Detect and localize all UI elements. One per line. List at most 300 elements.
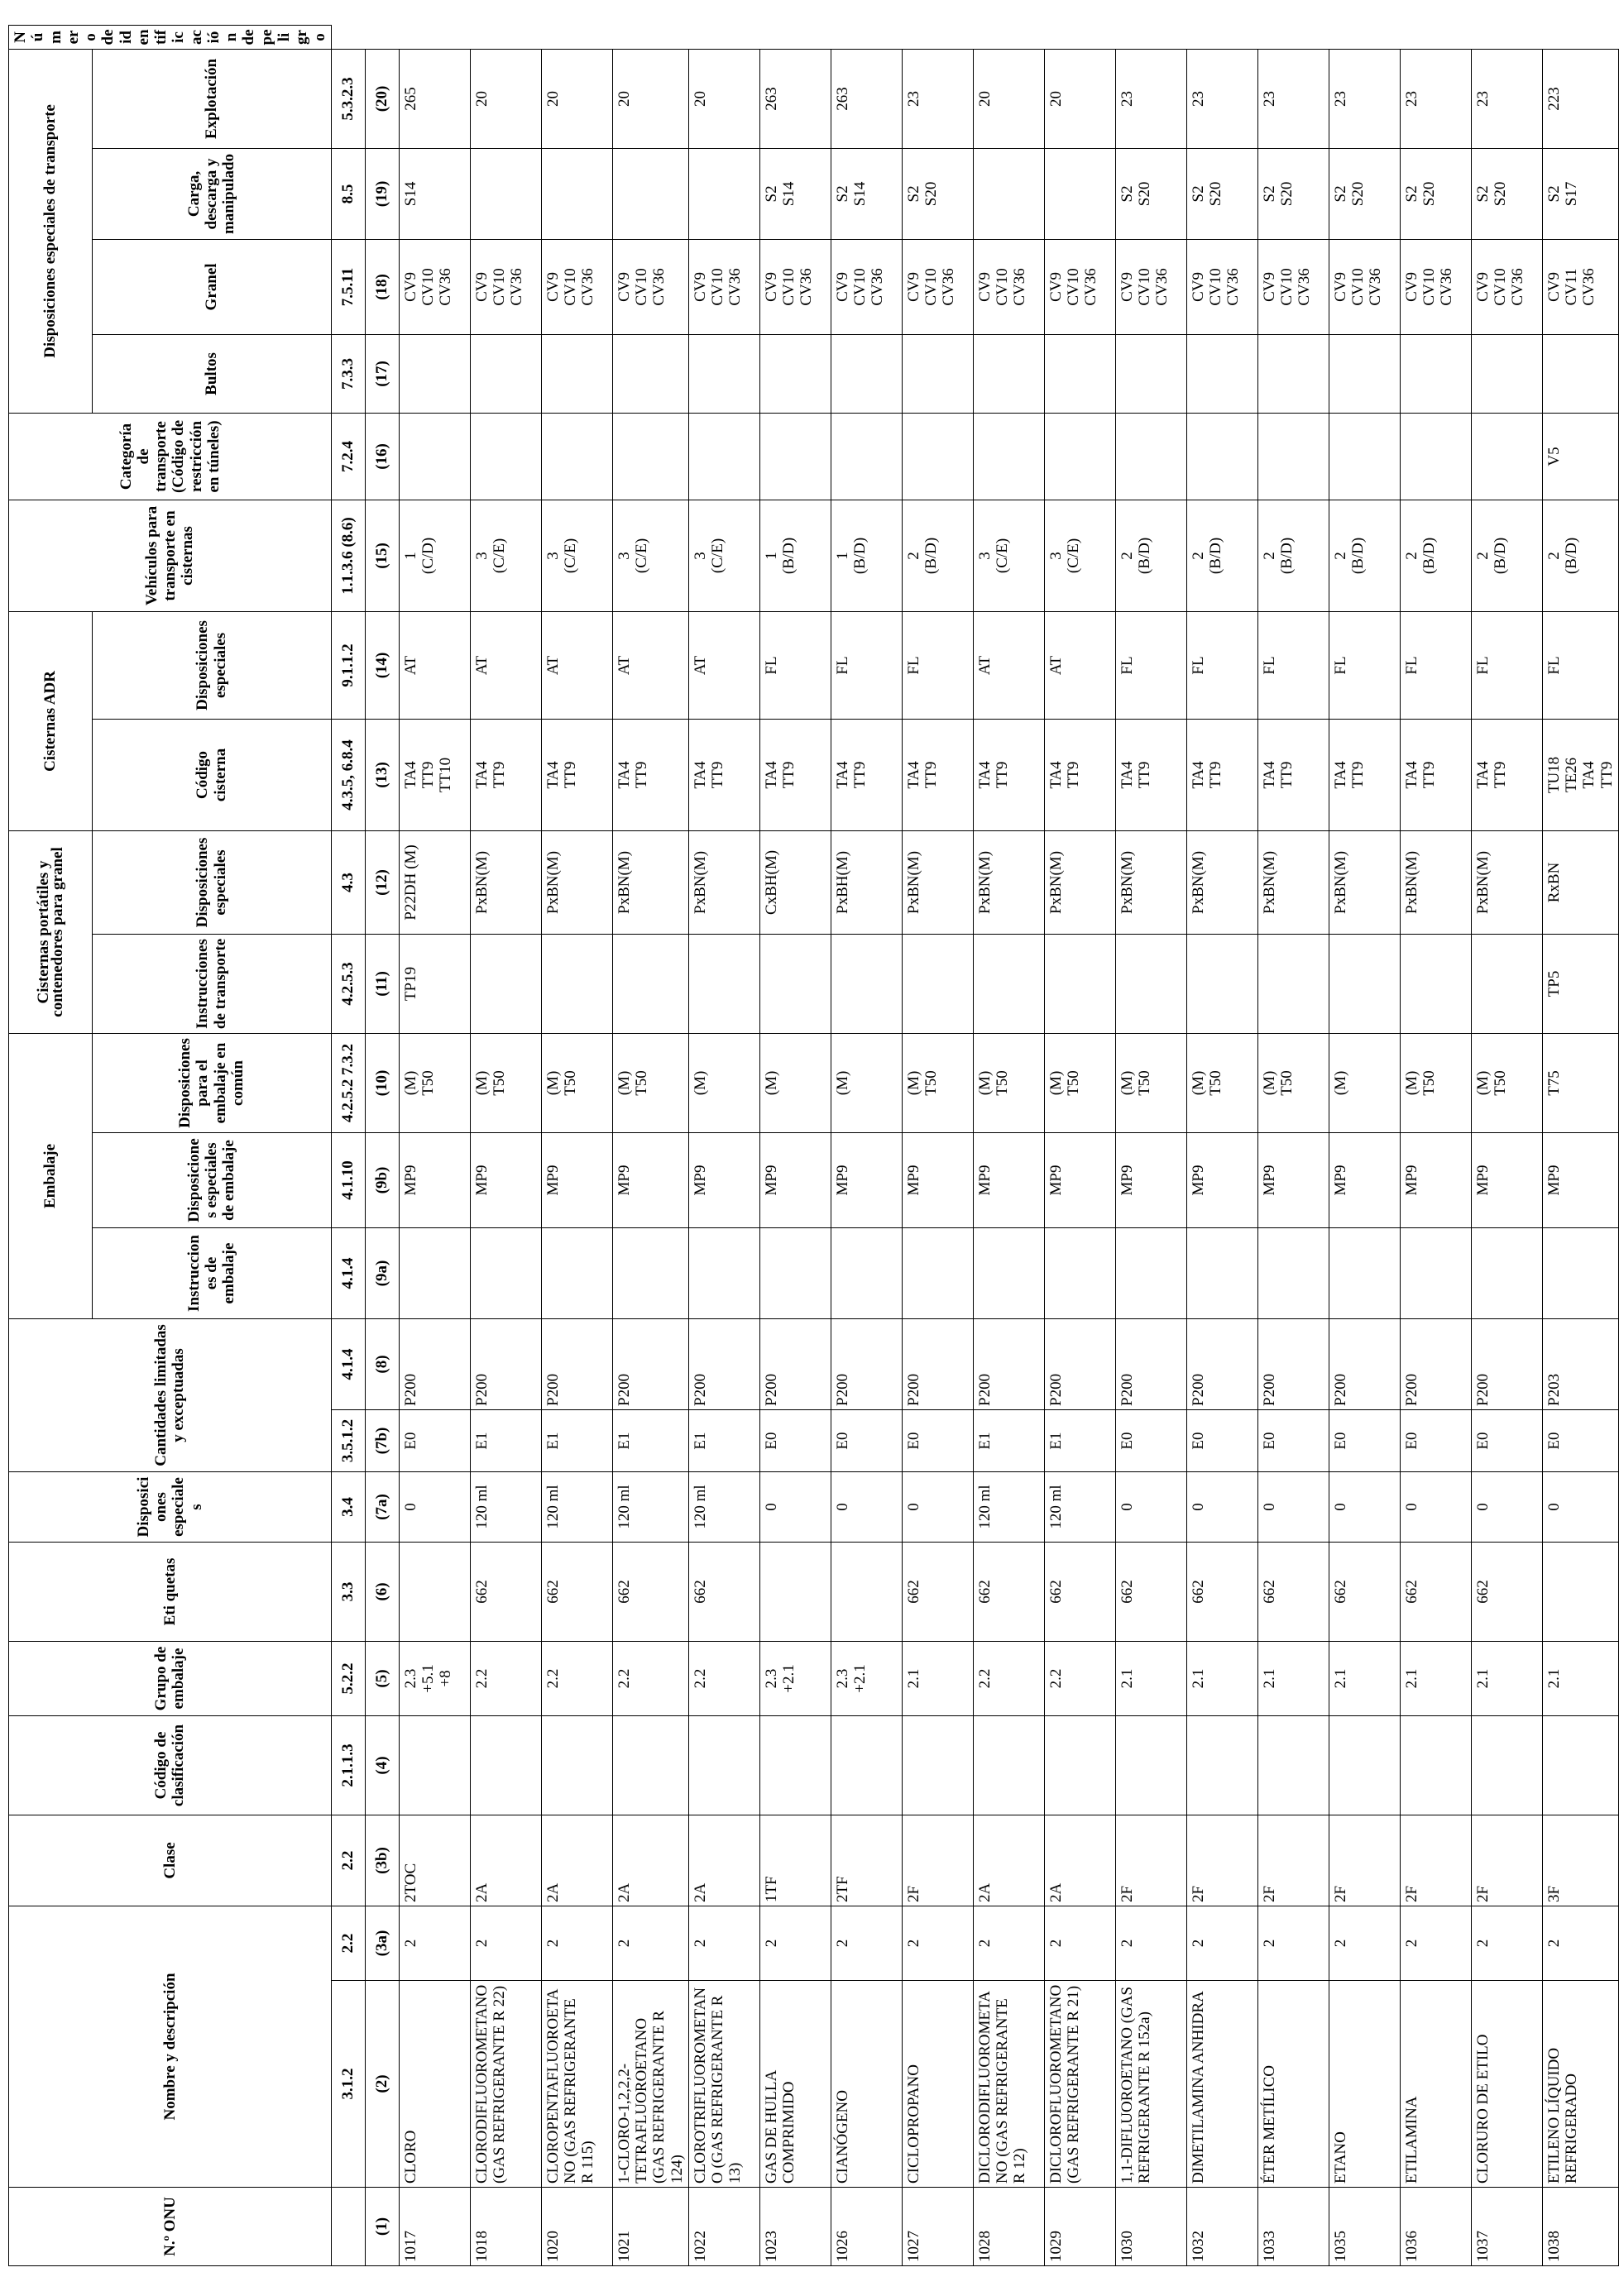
ref-cell: 8.5 [331,148,365,239]
cant-lim-cell: 0 [831,1472,902,1543]
cod-cist-cell: PxBN(M) [1329,830,1400,934]
emb-comun-cell: MP9 [541,1133,612,1228]
categoria-cell-line: (C/E) [491,538,509,574]
etiquetas-cell [1329,1642,1400,1716]
codigo-cell: 2F [1400,1815,1471,1906]
name-cell: 1-CLORO-1,2,2,2-TETRAFLUOROETANO (GAS REFRIGERANTE R 124) [612,1981,688,2188]
cant-lim-cell: 0 [902,1472,973,1543]
carga-cell-line: CV36 [1296,268,1314,306]
carga-cell-line: CV9 [401,272,419,302]
grupo-cell [541,1716,612,1815]
disp-cist-cell-line: TT9 [491,761,509,789]
carga-cell [1115,239,1186,334]
vehiculo-cell: FL [1186,611,1257,719]
disp-cist-cell-line: TT9 [780,761,798,789]
col-header-bultos: Bultos [92,334,331,413]
disp-cp-cell [1400,934,1471,1033]
etiquetas-cell [1542,1642,1618,1716]
carga-cell-line: CV9 [1402,272,1420,302]
emb-comun-cell: MP9 [1186,1133,1257,1228]
disp-cist-cell [1471,719,1542,830]
bultos-cell [688,413,759,500]
name-cell: ETILAMINA [1400,1981,1471,2188]
cod-cist-cell: P22DH (M) [399,830,470,934]
carga-cell [759,239,831,334]
onu-cell: 1029 [1044,2188,1115,2266]
clase-cell: 2 [1542,1906,1618,1981]
disp-emb-cell [759,1228,831,1319]
granel-cell [470,334,541,413]
instr-transp-cell [1257,1033,1329,1132]
cod-cist-cell: PxBN(M) [688,830,759,934]
column-number-cell: (7b) [365,1410,399,1472]
disp-cist-cell-line: TA4 [544,761,562,789]
cod-cist-cell: PxBN(M) [1257,830,1329,934]
etiquetas-cell-line: 2.1 [1331,1668,1349,1689]
etiquetas-cell-line: 2.2 [975,1668,994,1689]
table-row [470,26,541,2266]
explotacion-cell [1471,148,1542,239]
vehiculo-cell: FL [1400,611,1471,719]
disp-cp-cell [470,934,541,1033]
name-cell: CIANÓGENO [831,1981,902,2188]
instr-transp-cell [759,1033,831,1132]
ref-cell: 4.1.4 [331,1319,365,1410]
carga-cell-line: CV9 [1047,272,1065,302]
categoria-cell [831,500,902,611]
cant-exc-cell: E0 [1257,1410,1329,1472]
explotacion-cell-line: S20 [1420,181,1439,207]
carga-cell-line: CV36 [579,268,597,306]
table-row [1329,26,1400,2266]
explotacion-cell-line: S2 [1473,185,1492,203]
disp-cist-cell [1186,719,1257,830]
instr-transp-cell [1329,1033,1400,1132]
col-header-granel: Granel [92,239,331,334]
carga-cell-line: CV9 [615,272,633,302]
group-header-cisternas-adr: Cisternas ADR [9,611,93,830]
disp-cist-cell-line: TA4 [615,761,633,789]
disp-emb-cell [831,1228,902,1319]
onu-cell: 1036 [1400,2188,1471,2266]
vehiculo-cell: AT [1044,611,1115,719]
table-row [1257,26,1329,2266]
disp-cist-cell-line: TT9 [1349,761,1368,789]
etiquetas-cell [1257,1642,1329,1716]
bultos-cell [831,413,902,500]
cant-exc-cell: E0 [1471,1410,1542,1472]
disp-esp-cell: 662 [612,1543,688,1642]
instr-transp-cell [399,1033,470,1132]
codigo-cell: 2TOC [399,1815,470,1906]
ref-cell: 5.2.2 [331,1642,365,1716]
column-number-cell: (3a) [365,1906,399,1981]
cant-exc-cell: E0 [1542,1410,1618,1472]
onu-cell: 1035 [1329,2188,1400,2266]
col-header-codigo: Código de clasificación [9,1716,332,1815]
instr-transp-cell-line: T50 [562,1070,580,1096]
carga-cell-line: CV9 [1331,272,1349,302]
instr-transp-cell-line: (M) [833,1070,851,1096]
grupo-cell [831,1716,902,1815]
codigo-cell: 2F [1471,1815,1542,1906]
granel-cell [1186,334,1257,413]
instr-transp-cell-line: (M) [401,1070,419,1096]
instr-emb-cell: P200 [1186,1319,1257,1410]
disp-esp-cell: 662 [1329,1543,1400,1642]
instr-transp-cell-line: (M) [1047,1070,1065,1096]
etiquetas-cell [399,1642,470,1716]
vehiculo-cell: AT [612,611,688,719]
carga-cell-line: CV10 [922,268,941,306]
disp-emb-cell [1115,1228,1186,1319]
cod-cist-cell: CxBH(M) [759,830,831,934]
disp-cist-cell-line: TA4 [1260,761,1278,789]
carga-cell-line: CV10 [562,268,580,306]
codigo-cell: 2F [1115,1815,1186,1906]
categoria-cell [688,500,759,611]
cant-exc-cell: E1 [1044,1410,1115,1472]
cant-exc-cell: E0 [1186,1410,1257,1472]
clase-cell: 2 [1044,1906,1115,1981]
column-number-cell: (17) [365,334,399,413]
granel-cell [1257,334,1329,413]
emb-comun-cell: MP9 [1329,1133,1400,1228]
categoria-cell-line: 3 [975,552,994,560]
disp-cp-cell [1471,934,1542,1033]
disp-emb-cell [1044,1228,1115,1319]
etiquetas-cell-line: 2.1 [1473,1668,1492,1689]
cod-cist-cell: PxBN(M) [1115,830,1186,934]
explotacion-cell-line: S20 [1136,181,1154,207]
explotacion-cell-line: S20 [922,181,941,207]
emb-comun-cell: MP9 [1400,1133,1471,1228]
disp-cp-cell [688,934,759,1033]
explotacion-cell [1186,148,1257,239]
emb-comun-cell: MP9 [688,1133,759,1228]
disp-cist-cell [1044,719,1115,830]
carga-cell-line: CV36 [437,268,455,306]
name-cell: CLORO [399,1981,470,2188]
carga-cell-line: CV9 [691,272,709,302]
ref-cell: 3.3 [331,1543,365,1642]
peligro-cell: 263 [759,49,831,148]
disp-emb-cell [541,1228,612,1319]
emb-comun-cell: MP9 [1044,1133,1115,1228]
vehiculo-cell: AT [688,611,759,719]
carga-cell-line: CV36 [1011,268,1029,306]
clase-cell: 2 [1257,1906,1329,1981]
ref-cell: 7.3.3 [331,334,365,413]
column-number-cell: (2) [365,1981,399,2188]
explotacion-cell-line: S14 [851,181,869,207]
col-header-categoria: Categoría de transporte (Código de restricción en túneles) [9,413,332,500]
ref-cell: 4.2.5.3 [331,934,365,1033]
explotacion-cell-line: S2 [762,185,780,203]
clase-cell: 2 [973,1906,1044,1981]
codigo-cell: 2A [1044,1815,1115,1906]
disp-cist-cell-line: TT9 [851,761,869,789]
grupo-cell [1400,1716,1471,1815]
bultos-cell [1400,413,1471,500]
bultos-cell [1044,413,1115,500]
instr-transp-cell-line: T50 [1065,1070,1083,1096]
instr-transp-cell [1115,1033,1186,1132]
disp-cist-cell-line: TU18 [1545,756,1563,794]
explotacion-cell [470,148,541,239]
categoria-cell-line: 1 [762,552,780,560]
emb-comun-cell: MP9 [1115,1133,1186,1228]
carga-cell [1044,239,1115,334]
explotacion-cell [688,148,759,239]
codigo-cell: 2A [612,1815,688,1906]
carga-cell-line: CV9 [472,272,491,302]
granel-cell [1115,334,1186,413]
instr-transp-cell-line: (M) [1402,1070,1420,1096]
disp-cist-cell-line: TT9 [1492,761,1510,789]
categoria-cell-line: 2 [1260,552,1278,560]
emb-comun-cell: MP9 [902,1133,973,1228]
granel-cell [1329,334,1400,413]
categoria-cell-line: 2 [1473,552,1492,560]
onu-cell: 1030 [1115,2188,1186,2266]
column-number-cell: (5) [365,1642,399,1716]
disp-esp-cell: 662 [1400,1543,1471,1642]
instr-emb-cell: P200 [973,1319,1044,1410]
name-cell: CLORODIFLUOROMETANO (GAS REFRIGERANTE R 22) [470,1981,541,2188]
onu-cell: 1032 [1186,2188,1257,2266]
categoria-cell-line: (C/D) [419,537,438,575]
peligro-cell: 20 [688,49,759,148]
categoria-cell [1400,500,1471,611]
grupo-cell [1257,1716,1329,1815]
cant-lim-cell: 120 ml [1044,1472,1115,1543]
col-header-disp-emb: Disposiciones especiales de embalaje [92,1133,331,1228]
carga-cell-line: CV36 [798,268,816,306]
categoria-cell [470,500,541,611]
instr-transp-cell-line: (M) [544,1070,562,1096]
carga-cell-line: CV10 [851,268,869,306]
carga-cell-line: CV10 [1420,268,1439,306]
peligro-cell: 265 [399,49,470,148]
vehiculo-cell: FL [1257,611,1329,719]
table-row [1115,26,1186,2266]
carga-cell-line: CV36 [1580,268,1598,306]
disp-cp-cell: TP19 [399,934,470,1033]
ref-cell: 5.3.2.3 [331,49,365,148]
codigo-cell: 2A [973,1815,1044,1906]
col-header-instr-transp: Instrucciones de transporte [92,934,331,1033]
instr-transp-cell [688,1033,759,1132]
cant-exc-cell: E1 [688,1410,759,1472]
categoria-cell [1044,500,1115,611]
instr-emb-cell: P200 [470,1319,541,1410]
carga-cell-line: CV10 [419,268,438,306]
instr-transp-cell-line: (M) [691,1070,709,1096]
categoria-cell-line: (B/D) [922,537,941,575]
table-row [1186,26,1257,2266]
explotacion-cell [902,148,973,239]
clase-cell: 2 [541,1906,612,1981]
codigo-cell: 2A [688,1815,759,1906]
col-header-name: Nombre y descripción [9,1906,332,2188]
carga-cell-line: CV10 [1136,268,1154,306]
carga-cell-line: CV36 [726,268,745,306]
disp-cist-cell-line: TT9 [419,761,438,789]
peligro-cell: 20 [541,49,612,148]
onu-cell: 1027 [902,2188,973,2266]
carga-cell-line: CV36 [940,268,958,306]
instr-emb-cell: P200 [902,1319,973,1410]
disp-cist-cell-line: TT9 [1278,761,1296,789]
disp-cist-cell-line: TT9 [922,761,941,789]
table-row [831,26,902,2266]
disp-cp-cell [1115,934,1186,1033]
disp-cp-cell [612,934,688,1033]
granel-cell [973,334,1044,413]
carga-cell-line: CV36 [508,268,526,306]
disp-cist-cell-line: TA4 [1473,761,1492,789]
disp-cist-cell-line: TA4 [833,761,851,789]
name-cell: CLORURO DE ETILO [1471,1981,1542,2188]
column-number-cell: (13) [365,719,399,830]
instr-transp-cell-line: T50 [1278,1070,1296,1096]
vehiculo-cell: AT [399,611,470,719]
name-cell: ETANO [1329,1981,1400,2188]
categoria-cell-line: 2 [1118,552,1136,560]
categoria-cell-line: (C/E) [709,538,727,574]
bultos-cell [1471,413,1542,500]
disp-cp-cell: TP5 [1542,934,1618,1033]
cod-cist-cell: PxBN(M) [541,830,612,934]
explotacion-cell-line: S17 [1563,181,1581,207]
disp-esp-cell: 662 [1186,1543,1257,1642]
disp-emb-cell [1471,1228,1542,1319]
disp-emb-cell [399,1228,470,1319]
explotacion-cell [973,148,1044,239]
cant-exc-cell: E1 [541,1410,612,1472]
instr-transp-cell-line: (M) [1473,1070,1492,1096]
carga-cell-line: CV10 [633,268,651,306]
vehiculo-cell: FL [1471,611,1542,719]
peligro-cell: 23 [1400,49,1471,148]
disp-cist-cell [1257,719,1329,830]
etiquetas-cell [1115,1642,1186,1716]
carga-cell-line: CV36 [650,268,668,306]
onu-cell: 1023 [759,2188,831,2266]
ref-cell: 7.5.11 [331,239,365,334]
ref-cell: 9.1.1.2 [331,611,365,719]
explotacion-cell [1257,148,1329,239]
column-number-cell: (20) [365,49,399,148]
granel-cell [1400,334,1471,413]
carga-cell [1471,239,1542,334]
disp-cist-cell [541,719,612,830]
carga-cell-line: CV11 [1563,268,1581,306]
carga-cell-line: CV9 [1118,272,1136,302]
disp-cist-cell-line: TE26 [1563,757,1581,793]
cant-lim-cell: 120 ml [470,1472,541,1543]
onu-cell: 1033 [1257,2188,1329,2266]
disp-cist-cell-line: TT9 [1207,761,1225,789]
table-row [612,26,688,2266]
etiquetas-cell-line: 2.1 [904,1668,922,1689]
name-cell: CLOROPENTAFLUOROETANO (GAS REFRIGERANTE R 115) [541,1981,612,2188]
ref-cell: 7.2.4 [331,413,365,500]
ref-cell: 3.1.2 [331,1981,365,2188]
column-number-cell: (14) [365,611,399,719]
disp-esp-cell: 662 [973,1543,1044,1642]
col-header-clase: Clase [9,1815,332,1906]
instr-transp-cell-line: T50 [633,1070,651,1096]
instr-emb-cell: P200 [831,1319,902,1410]
explotacion-cell-line: S2 [833,185,851,203]
col-header-disp-cp: Disposiciones especiales [92,830,331,934]
instr-transp-cell-line: (M) [762,1070,780,1096]
name-cell: ETILENO LÍQUIDO REFRIGERADO [1542,1981,1618,2188]
column-number-cell: (18) [365,239,399,334]
emb-comun-cell: MP9 [973,1133,1044,1228]
categoria-cell-line: 2 [904,552,922,560]
table-row [688,26,759,2266]
vehiculo-cell: FL [1329,611,1400,719]
categoria-cell-line: 2 [1189,552,1207,560]
name-cell: DIMETILAMINA ANHIDRA [1186,1981,1257,2188]
instr-transp-cell-line: T50 [419,1070,438,1096]
bultos-cell [399,413,470,500]
table-row [399,26,470,2266]
bultos-cell [612,413,688,500]
explotacion-cell [1115,148,1186,239]
etiquetas-cell [831,1642,902,1716]
instr-transp-cell-line: (M) [1331,1070,1349,1096]
grupo-cell [1186,1716,1257,1815]
col-header-etiquetas: Eti quetas [9,1543,332,1642]
instr-transp-cell-line: T50 [1492,1070,1510,1096]
disp-esp-cell: 662 [1044,1543,1115,1642]
table-body [399,26,1618,2266]
codigo-cell: 2F [1329,1815,1400,1906]
grupo-cell [1471,1716,1542,1815]
explotacion-cell-line: S2 [1402,185,1420,203]
categoria-cell-line: 2 [1331,552,1349,560]
instr-emb-cell: P200 [688,1319,759,1410]
categoria-cell-line: 2 [1402,552,1420,560]
disp-emb-cell [470,1228,541,1319]
etiquetas-cell-line: 2.3 [401,1668,419,1689]
granel-cell [612,334,688,413]
carga-cell-line: CV36 [1367,268,1385,306]
categoria-cell-line: 3 [544,552,562,560]
column-number-cell: (7a) [365,1472,399,1543]
etiquetas-cell-line: 2.1 [1545,1668,1563,1689]
instr-transp-cell [831,1033,902,1132]
column-number-cell: (8) [365,1319,399,1410]
granel-cell [831,334,902,413]
categoria-cell [1471,500,1542,611]
disp-cist-cell [1329,719,1400,830]
cod-cist-cell: PxBN(M) [1186,830,1257,934]
peligro-cell: 20 [973,49,1044,148]
granel-cell [399,334,470,413]
granel-cell [759,334,831,413]
emb-comun-cell: MP9 [399,1133,470,1228]
disp-cist-cell [1115,719,1186,830]
categoria-cell [1257,500,1329,611]
emb-comun-cell: MP9 [1542,1133,1618,1228]
categoria-cell-line: (B/D) [1420,537,1439,575]
disp-cist-cell-line: TT9 [562,761,580,789]
